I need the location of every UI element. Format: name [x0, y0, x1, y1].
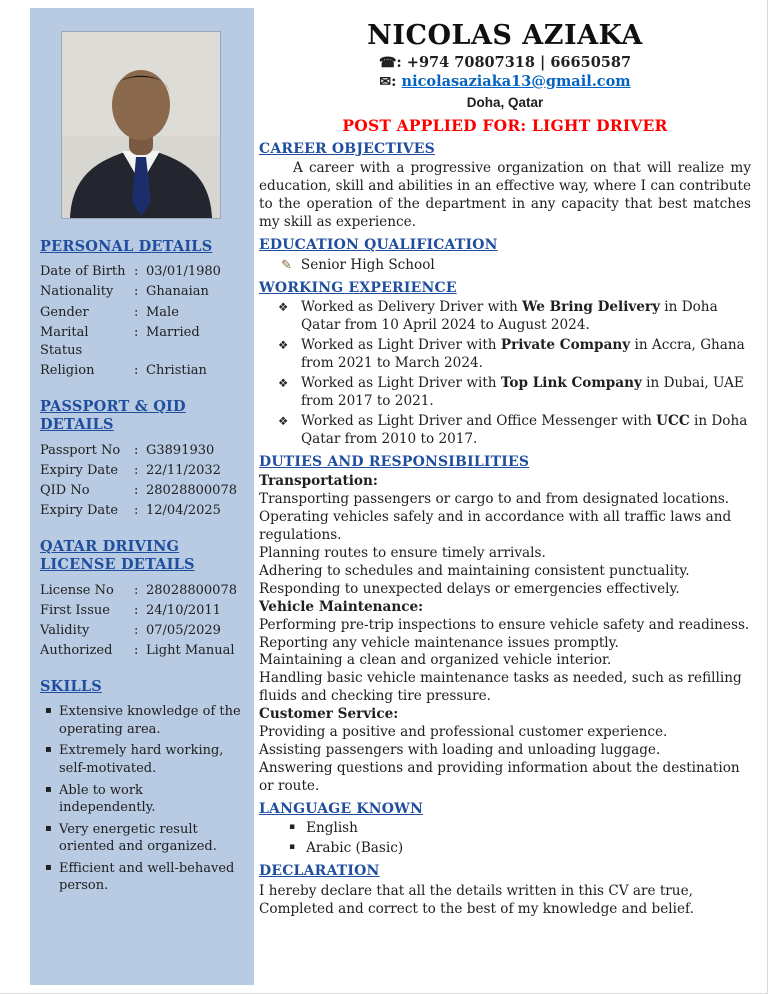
detail-value: G3891930 — [146, 442, 215, 458]
square-bullet-icon: ▪ — [45, 861, 52, 873]
duty-line: Assisting passengers with loading and unloading luggage. — [259, 742, 661, 759]
personal-details-heading: PERSONAL DETAILS — [40, 238, 213, 255]
section-skills — [40, 678, 242, 895]
duty-line: Planning routes to ensure timely arrivals. — [259, 544, 546, 561]
colon: : — [134, 482, 139, 498]
profile-photo — [62, 32, 220, 218]
experience-text-post: in Accra, Ghana from 2021 to March 2024. — [301, 336, 745, 371]
duty-line: Operating vehicles safely and in accordance with all traffic laws and regulations. — [259, 508, 732, 543]
colon: : — [134, 264, 139, 280]
detail-value: 22/11/2032 — [146, 462, 221, 478]
detail-row — [40, 642, 242, 660]
detail-label: Date of Birth — [40, 264, 126, 280]
detail-row — [40, 622, 242, 640]
skill-text: Efficient and well-behaved person. — [59, 860, 235, 894]
square-bullet-icon: ▪ — [289, 822, 296, 833]
diamond-bullet-icon: ❖ — [278, 300, 289, 315]
colon: : — [134, 622, 139, 638]
detail-value: Christian — [146, 363, 207, 379]
cv-header — [259, 20, 751, 136]
duty-subheading: Vehicle Maintenance: — [259, 598, 424, 615]
skill-text: Able to work independently. — [59, 782, 156, 816]
experience-text — [301, 413, 747, 447]
experience-text-pre: Worked as Light Driver and Office Messenger with — [301, 412, 657, 429]
skill-item — [40, 860, 242, 895]
main-content — [259, 20, 751, 919]
detail-label: Validity — [40, 622, 90, 638]
duty-line: Handling basic vehicle maintenance tasks as needed, such as refilling fluids and checking tire pressure. — [259, 670, 742, 705]
detail-row — [40, 602, 242, 620]
duty-line: Transporting passengers or cargo to and from designated locations. — [259, 491, 730, 507]
skill-text: Very energetic result oriented and organized. — [59, 821, 217, 855]
colon: : — [134, 462, 139, 478]
square-bullet-icon: ▪ — [45, 744, 52, 756]
detail-label: Nationality — [40, 284, 114, 300]
detail-value: 24/10/2011 — [146, 602, 221, 618]
language-text: Arabic (Basic) — [306, 840, 404, 857]
detail-row — [40, 263, 242, 281]
section-career-objectives — [259, 140, 751, 232]
detail-value: 07/05/2029 — [146, 622, 221, 638]
declaration-text: I hereby declare that all the details written in this CV are true, Completed and correct to the best of my knowledge and belief. — [259, 882, 694, 917]
detail-row — [40, 482, 242, 500]
duty-line: Providing a positive and professional customer experience. — [259, 724, 668, 741]
duty-group-customer-service — [259, 706, 751, 796]
language-item — [259, 820, 751, 838]
duty-group-transportation — [259, 473, 751, 599]
candidate-name: NICOLAS AZIAKA — [367, 20, 643, 51]
experience-item — [259, 375, 751, 411]
experience-text — [301, 337, 745, 371]
skills-heading: SKILLS — [40, 678, 102, 696]
detail-value: 03/01/1980 — [146, 264, 221, 280]
colon: : — [134, 602, 139, 618]
experience-text — [301, 299, 718, 333]
language-item — [259, 840, 751, 858]
experience-text — [301, 375, 744, 409]
detail-label: Authorized — [40, 643, 113, 659]
square-bullet-icon: ▪ — [45, 783, 52, 795]
colon: : — [134, 442, 139, 458]
education-item — [259, 257, 751, 275]
detail-value: 28028800078 — [146, 482, 237, 498]
detail-label: Gender — [40, 304, 89, 320]
detail-row — [40, 442, 242, 460]
section-declaration — [259, 862, 751, 918]
detail-row — [40, 582, 242, 600]
detail-value: Light Manual — [146, 643, 235, 659]
square-bullet-icon: ▪ — [289, 842, 296, 853]
diamond-bullet-icon: ❖ — [278, 337, 289, 352]
duty-subheading: Customer Service: — [259, 706, 399, 723]
experience-text-pre: Worked as Delivery Driver with — [301, 299, 523, 316]
detail-label: Religion — [40, 363, 95, 379]
section-personal-details — [40, 238, 242, 380]
experience-item — [259, 299, 751, 335]
skill-item — [40, 703, 242, 738]
detail-label: Expiry Date — [40, 503, 119, 519]
email-icon: ✉ — [379, 73, 392, 90]
skill-item — [40, 742, 242, 777]
detail-label: QID No — [40, 482, 90, 498]
experience-item — [259, 413, 751, 449]
skill-item — [40, 821, 242, 856]
skill-item — [40, 782, 242, 817]
colon: : — [134, 304, 139, 320]
email-link[interactable]: nicolasaziaka13@gmail.com — [401, 72, 631, 90]
detail-row — [40, 362, 242, 380]
education-text: Senior High School — [300, 256, 435, 273]
colon: : — [134, 284, 139, 300]
section-duties — [259, 453, 751, 796]
detail-label: License No — [40, 582, 114, 598]
experience-text-post: in Doha Qatar from 10 April 2024 to August 2024. — [301, 299, 718, 334]
profile-photo-image — [62, 32, 220, 218]
detail-label: Passport No — [40, 442, 121, 458]
duty-line: Adhering to schedules and maintaining consistent punctuality. — [259, 562, 690, 579]
experience-text-post: in Doha Qatar from 2010 to 2017. — [301, 412, 748, 447]
experience-text-pre: Worked as Light Driver with — [301, 336, 501, 353]
colon: : — [134, 643, 139, 659]
colon: : — [391, 72, 397, 90]
detail-row — [40, 283, 242, 301]
section-working-experience — [259, 279, 751, 449]
email-line — [259, 73, 751, 92]
detail-row — [40, 502, 242, 520]
detail-row — [40, 462, 242, 480]
diamond-bullet-icon: ❖ — [278, 413, 289, 428]
section-education — [259, 236, 751, 274]
skill-text: Extensive knowledge of the operating area. — [59, 704, 241, 737]
phone-icon: ☎ — [378, 55, 397, 72]
colon: : — [134, 503, 139, 519]
declaration-heading: DECLARATION — [259, 863, 380, 880]
career-objectives-heading: CAREER OBJECTIVES — [259, 141, 435, 157]
experience-company: We Bring Delivery — [522, 299, 660, 316]
detail-row — [40, 304, 242, 322]
duty-subheading: Transportation: — [259, 473, 378, 490]
pen-icon: ✎ — [281, 257, 292, 273]
experience-company: Top Link Company — [500, 374, 642, 391]
duties-heading: DUTIES AND RESPONSIBILITIES — [259, 453, 530, 470]
detail-value: Ghanaian — [146, 284, 209, 300]
duty-line: Performing pre-trip inspections to ensure vehicle safety and readiness. — [259, 616, 750, 633]
driving-license-heading: QATAR DRIVING LICENSE DETAILS — [40, 538, 195, 574]
phone-line — [259, 54, 751, 73]
square-bullet-icon: ▪ — [45, 822, 52, 834]
duty-line: Reporting any vehicle maintenance issues promptly. — [259, 634, 619, 651]
skill-text: Extremely hard working, self-motivated. — [59, 743, 224, 777]
square-bullet-icon: ▪ — [45, 705, 52, 717]
location: Doha, Qatar — [466, 94, 544, 110]
colon: : — [134, 582, 139, 598]
phone-numbers: +974 70807318 | 66650587 — [401, 54, 632, 72]
post-applied: POST APPLIED FOR: LIGHT DRIVER — [342, 115, 668, 135]
experience-item — [259, 337, 751, 373]
colon: : — [134, 324, 139, 340]
detail-value: Male — [146, 304, 179, 320]
detail-label: Expiry Date — [40, 462, 119, 478]
languages-heading: LANGUAGE KNOWN — [259, 800, 424, 817]
section-languages — [259, 800, 751, 858]
detail-label: Marital Status — [40, 324, 89, 358]
language-text: English — [306, 820, 358, 837]
duty-line: Responding to unexpected delays or emergencies effectively. — [259, 580, 680, 597]
duty-line: Answering questions and providing information about the destination or route. — [259, 760, 740, 794]
section-passport-qid — [40, 398, 242, 520]
passport-qid-heading: PASSPORT & QID DETAILS — [40, 398, 186, 434]
colon: : — [396, 54, 402, 72]
sidebar — [30, 8, 254, 985]
colon: : — [134, 363, 139, 379]
career-objectives-text: A career with a progressive organization on that will realize my education, skill and abilities in an effective way, where I can contribute to the operation of the department in any capacity that best matches my skill as experience. — [259, 160, 751, 231]
duty-group-vehicle-maintenance — [259, 599, 751, 707]
education-heading: EDUCATION QUALIFICATION — [259, 237, 498, 254]
detail-row — [40, 324, 242, 360]
experience-company: Private Company — [500, 336, 631, 353]
detail-value: 12/04/2025 — [146, 503, 221, 519]
duty-line: Maintaining a clean and organized vehicle interior. — [259, 652, 612, 669]
experience-text-post: in Dubai, UAE from 2017 to 2021. — [301, 374, 744, 409]
section-driving-license — [40, 538, 242, 660]
detail-value: 28028800078 — [146, 582, 237, 598]
experience-text-pre: Worked as Light Driver with — [301, 374, 501, 391]
experience-company: UCC — [656, 412, 690, 429]
working-experience-heading: WORKING EXPERIENCE — [259, 279, 457, 296]
detail-label: First Issue — [40, 602, 110, 618]
diamond-bullet-icon: ❖ — [278, 375, 289, 390]
detail-value: Married — [146, 324, 200, 340]
